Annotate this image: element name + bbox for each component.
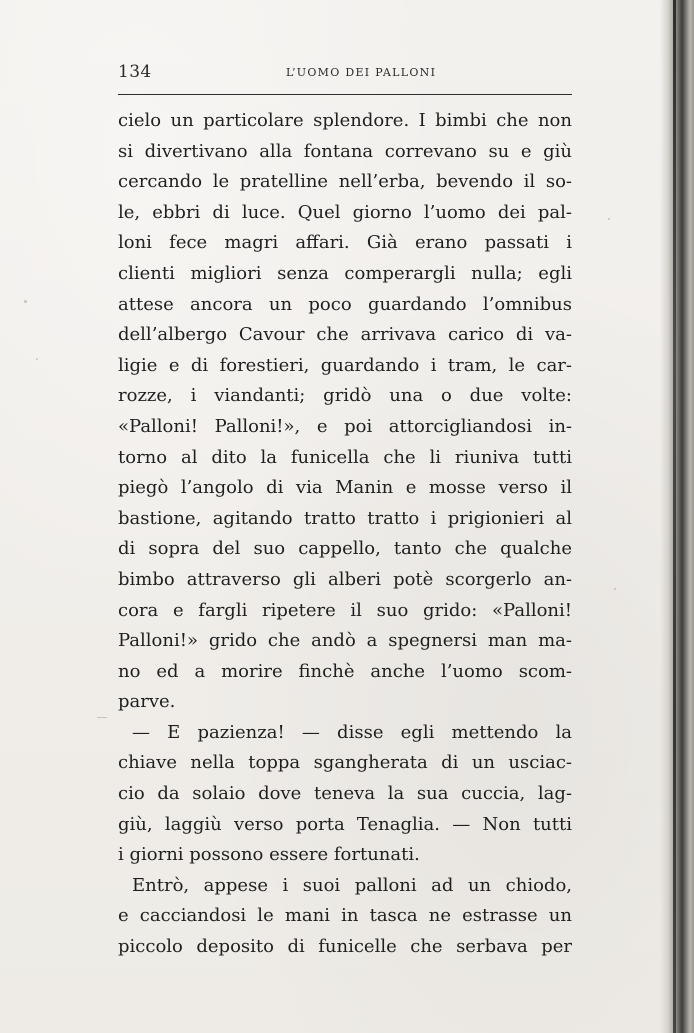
text-line: rozze, i viandanti; gridò una o due volte: (118, 385, 572, 407)
text-line: chiave nella toppa sgangherata di un usciac- (118, 752, 572, 774)
text-line: bimbo attraverso gli alberi potè scorgerlo an- (118, 568, 572, 590)
text-line: «Palloni! Palloni!», e poi attorcigliandosi in- (118, 415, 572, 437)
text-line: — E pazienza! — disse egli mettendo la (132, 721, 572, 743)
paper-speck (608, 218, 610, 220)
text-line: dell’albergo Cavour che arrivava carico di va- (118, 324, 572, 346)
paper-mark (97, 717, 107, 718)
page-number: 134 (118, 62, 152, 82)
text-line: loni fece magri affari. Già erano passati i (118, 232, 572, 254)
paper-speck (614, 588, 616, 590)
text-line: e cacciandosi le mani in tasca ne estrasse un (118, 905, 572, 927)
text-line: i giorni possono essere fortunati. (118, 844, 420, 866)
body-text (118, 106, 572, 963)
header-rule (118, 94, 572, 95)
text-line: clienti migliori senza comperargli nulla; egli (118, 262, 572, 284)
text-line: no ed a morire finchè anche l’uomo scom- (118, 660, 572, 682)
paper-speck (24, 300, 27, 303)
text-line: si divertivano alla fontana correvano su e giù (118, 140, 572, 162)
text-line: piccolo deposito di funicelle che serbava per (118, 936, 572, 958)
text-line: piegò l’angolo di via Manin e mosse verso il (118, 477, 572, 499)
text-line: Entrò, appese i suoi palloni ad un chiodo, (132, 874, 572, 896)
text-line: cercando le pratelline nell’erba, bevendo il so- (118, 171, 572, 193)
text-line: attese ancora un poco guardando l’omnibus (118, 293, 572, 315)
text-line: di sopra del suo cappello, tanto che qualche (118, 538, 572, 560)
text-line: cielo un particolare splendore. I bimbi che non (118, 110, 572, 131)
text-line: Palloni!» grido che andò a spegnersi man ma- (118, 630, 572, 652)
running-head: L’UOMO DEI PALLONI (286, 66, 437, 79)
text-line: parve. (118, 691, 176, 713)
paper-speck (36, 358, 38, 360)
text-line: le, ebbri di luce. Quel giorno l’uomo dei pal- (118, 201, 572, 223)
book-gutter (660, 0, 694, 1033)
text-line: cora e fargli ripetere il suo grido: «Palloni! (118, 599, 572, 621)
text-line: ligie e di forestieri, guardando i tram, le car- (118, 354, 572, 376)
gutter-shadow (673, 0, 676, 1033)
text-line: giù, laggiù verso porta Tenaglia. — Non tutti (118, 813, 572, 835)
text-line: cio da solaio dove teneva la sua cuccia, lag- (118, 783, 572, 805)
text-line: torno al dito la funicella che li riuniva tutti (118, 446, 572, 468)
text-line: bastione, agitando tratto tratto i prigionieri al (118, 507, 572, 529)
page-header (0, 0, 694, 100)
